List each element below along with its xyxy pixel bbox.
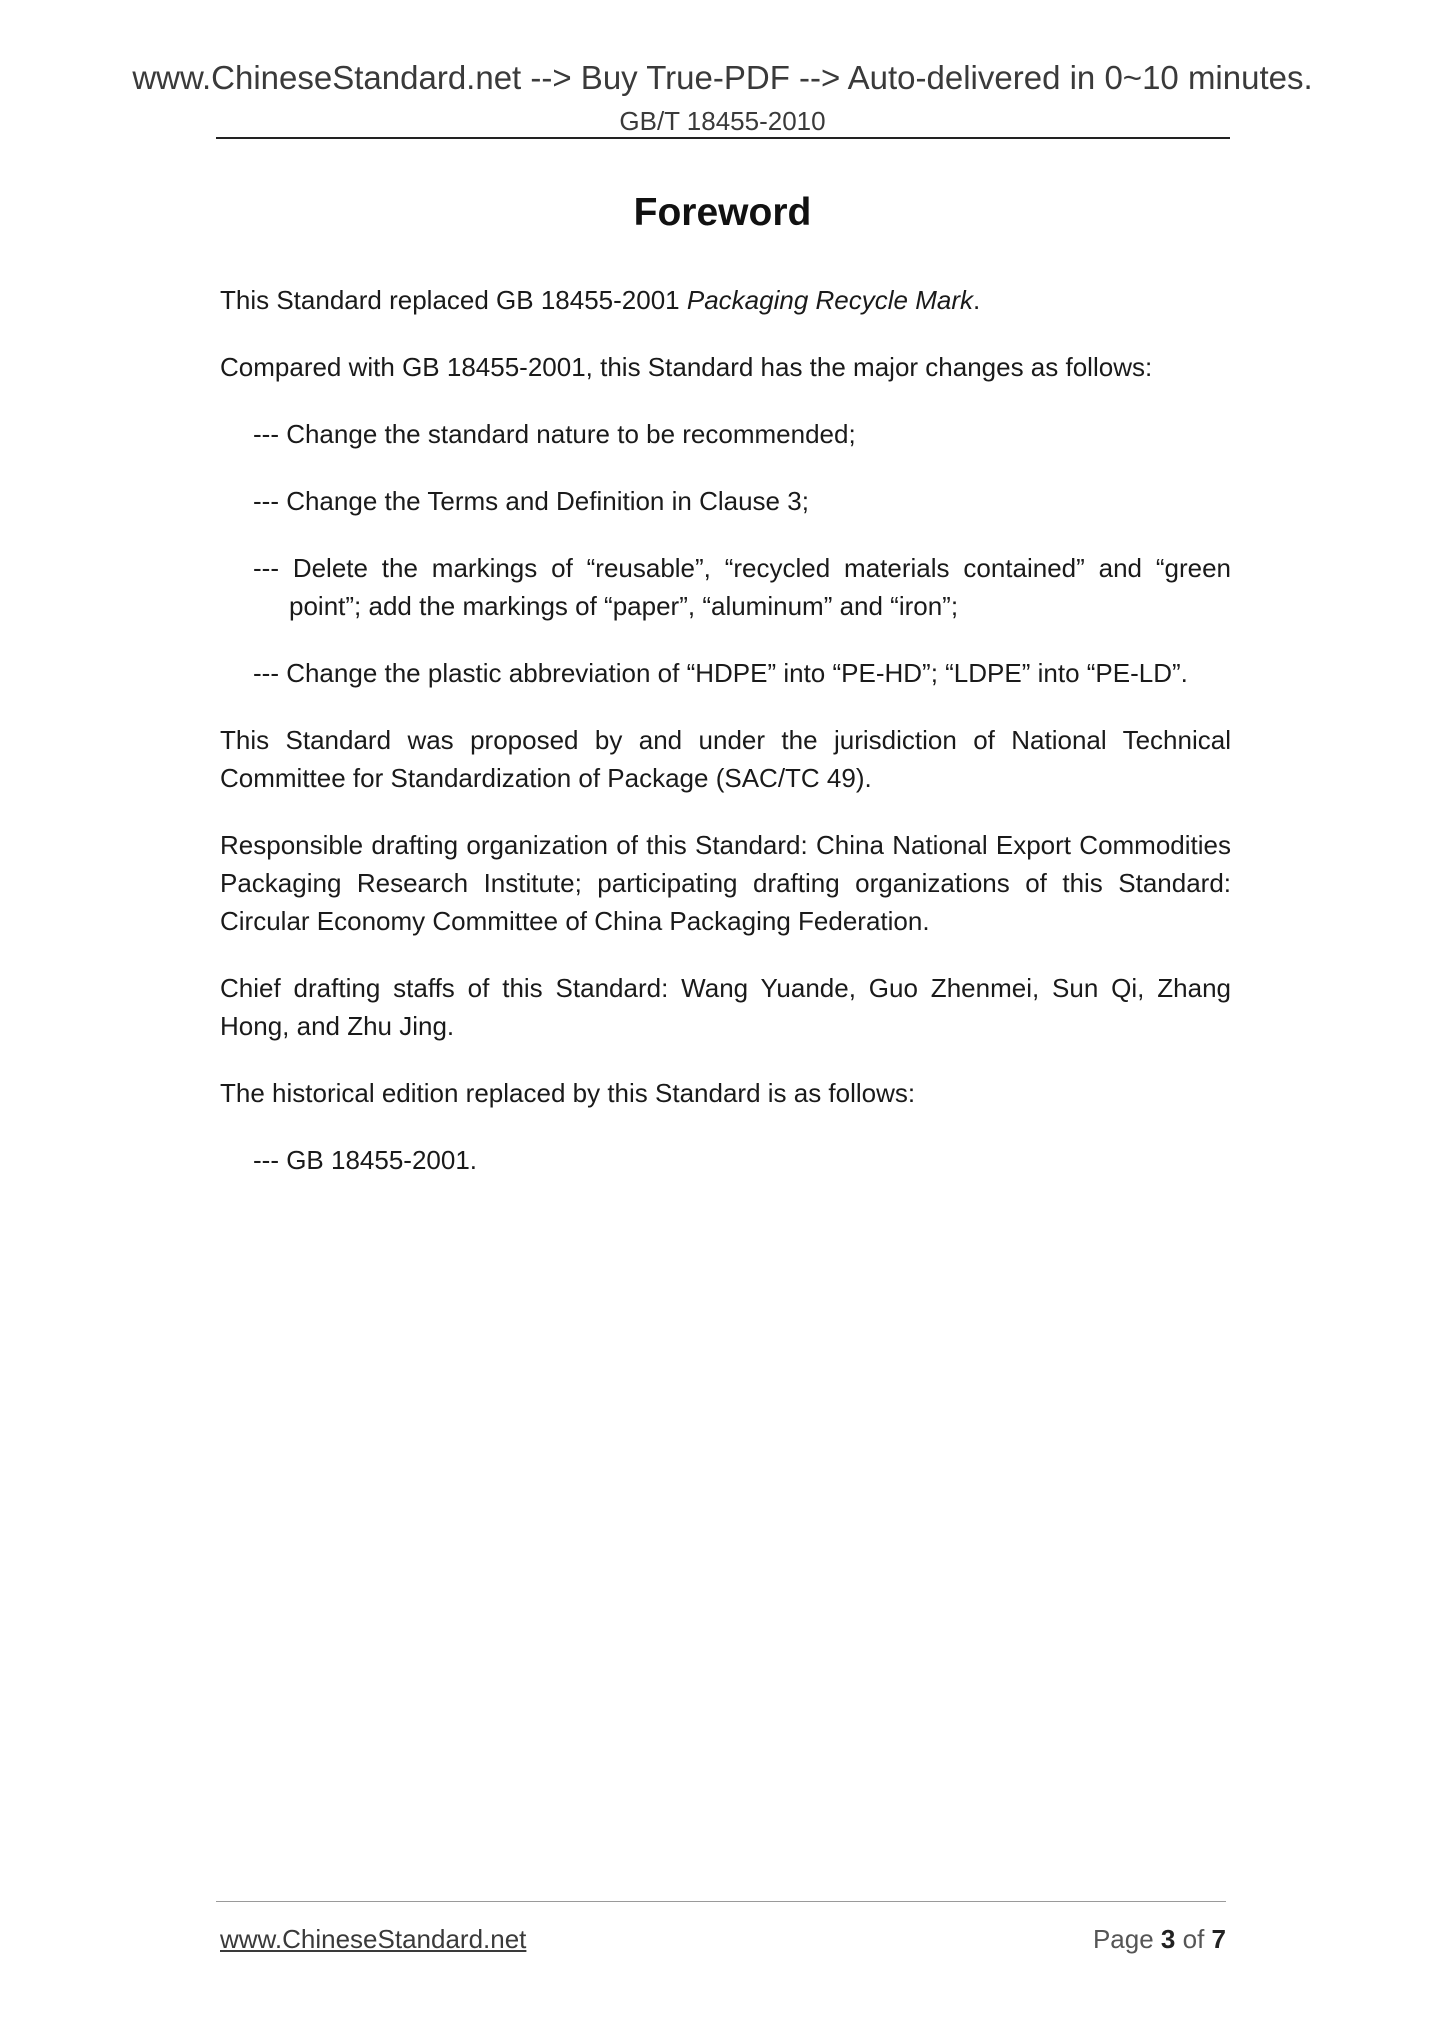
document-code: GB/T 18455-2010 xyxy=(619,106,826,136)
paragraph-replaced-standard xyxy=(220,281,1231,319)
header-divider xyxy=(216,137,1230,139)
replaced-standard-suffix: . xyxy=(972,285,981,315)
paragraph-proposed-by: This Standard was proposed by and under the jurisdiction of National Technical Committee for Standardization of Package (SAC/TC 49). xyxy=(220,725,1231,793)
change-item: --- Change the standard nature to be recommended; xyxy=(253,419,856,449)
page-of: of xyxy=(1182,1924,1205,1954)
paragraph-changes-intro: Compared with GB 18455-2001, this Standard has the major changes as follows: xyxy=(220,352,1153,382)
site-banner: www.ChineseStandard.net --> Buy True-PDF --> Auto-delivered in 0~10 minutes. xyxy=(132,59,1313,96)
paragraph-drafting-organization: Responsible drafting organization of this Standard: China National Export Commodities Packaging Research Institute; participating drafting organizations of this Standard: Circular Economy Committee of China Packaging Federation. xyxy=(220,830,1231,936)
page-current: 3 xyxy=(1160,1924,1176,1954)
footer-divider xyxy=(216,1901,1226,1902)
foreword-body xyxy=(220,281,1231,1208)
replaced-standard-text: This Standard replaced GB 18455-2001 xyxy=(220,285,687,315)
paragraph-drafting-staff: Chief drafting staffs of this Standard: Wang Yuande, Guo Zhenmei, Sun Qi, Zhang Hong, and Zhu Jing. xyxy=(220,973,1231,1041)
change-item: --- Change the Terms and Definition in Clause 3; xyxy=(253,486,809,516)
replaced-standard-title: Packaging Recycle Mark xyxy=(686,285,973,315)
page-label: Page xyxy=(1092,1924,1154,1954)
page-indicator xyxy=(1093,1922,1226,1956)
history-item: --- GB 18455-2001. xyxy=(253,1145,478,1175)
change-item: --- Delete the markings of “reusable”, “recycled materials contained” and “green point”; add the markings of “paper”, “aluminum” and “iron”; xyxy=(253,553,1231,621)
paragraph-history-intro: The historical edition replaced by this Standard is as follows: xyxy=(220,1078,916,1108)
change-item: --- Change the plastic abbreviation of “HDPE” into “PE-HD”; “LDPE” into “PE-LD”. xyxy=(253,658,1188,688)
page-title: Foreword xyxy=(633,191,812,234)
page-total: 7 xyxy=(1211,1924,1226,1954)
footer-site-link[interactable]: www.ChineseStandard.net xyxy=(220,1924,527,1954)
